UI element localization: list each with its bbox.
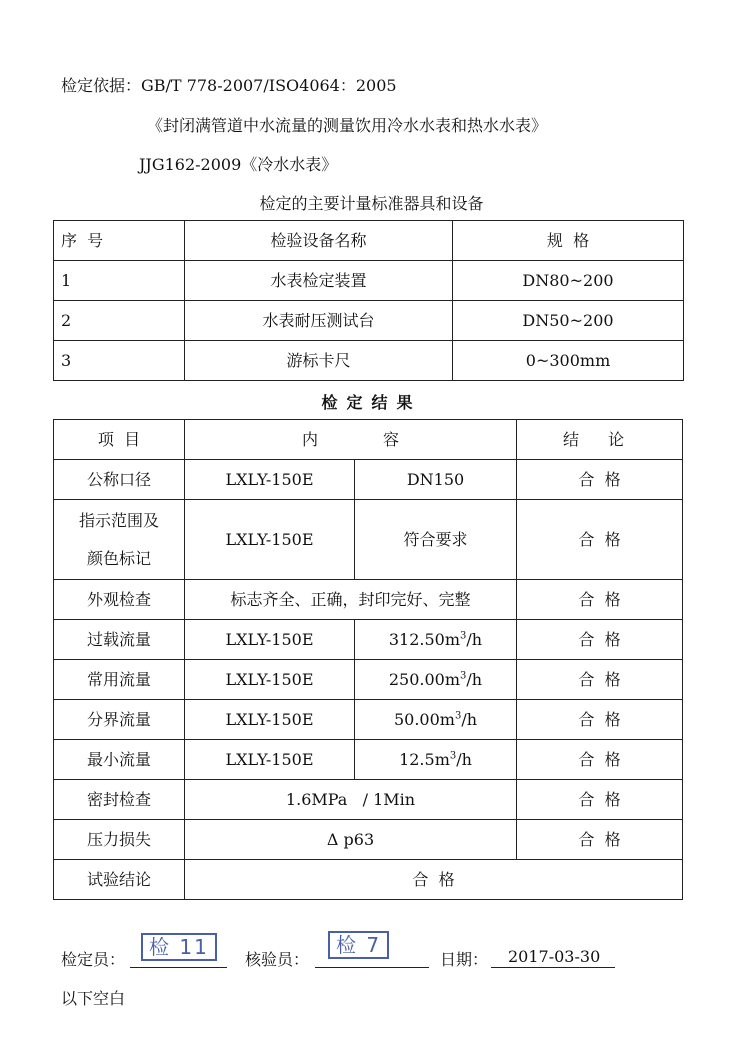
verification-basis: 检定依据：GB/T 778-2007/ISO4064：2005 (61, 76, 397, 95)
regulation-title: JJG162-2009《冷水水表》 (139, 155, 338, 174)
row-value: $312.50m^3/h$ (355, 620, 517, 660)
row-item: 最小流量 (54, 740, 185, 780)
header-equipment-name: 检验设备名称 (185, 221, 453, 261)
row-conclusion: 合 格 (517, 660, 683, 700)
row-conclusion: 合 格 (517, 580, 683, 620)
row-item: 常用流量 (54, 660, 185, 700)
row-model: LXLY-150E (185, 500, 355, 580)
row-conclusion: 合 格 (517, 820, 683, 860)
signature-row (0, 933, 743, 975)
row-conclusion: 合 格 (517, 780, 683, 820)
header-item: 项 目 (54, 420, 185, 460)
row-equipment-name: 水表耐压测试台 (185, 301, 453, 341)
row-model: LXLY-150E (185, 660, 355, 700)
row-item: 压力损失 (54, 820, 185, 860)
date-label: 日期： (440, 950, 489, 969)
row-value: DN150 (355, 460, 517, 500)
row-value: $50.00m^3/h$ (355, 700, 517, 740)
row-spec: 0~300mm (453, 341, 684, 381)
table-row (54, 301, 684, 341)
checker-label: 核验员： (245, 950, 310, 969)
inspector-label: 检定员： (61, 950, 126, 969)
table-row (54, 860, 683, 900)
table-row (54, 500, 683, 580)
blank-below-note: 以下空白 (61, 989, 126, 1008)
table-header-row (54, 221, 684, 261)
header-content: 内 容 (185, 420, 517, 460)
row-conclusion: 合 格 (517, 500, 683, 580)
row-model: LXLY-150E (185, 620, 355, 660)
header-no: 序 号 (54, 221, 185, 261)
inspector-stamp: 检 11 (141, 933, 217, 961)
results-title: 检定结果 (321, 393, 422, 412)
checker-stamp: 检 7 (328, 931, 389, 959)
row-content: 1.6MPa / 1Min (185, 780, 517, 820)
row-conclusion: 合 格 (517, 740, 683, 780)
row-final-conclusion: 合 格 (185, 860, 683, 900)
row-item: 指示范围及 颜色标记 (54, 500, 185, 580)
table-row (54, 460, 683, 500)
table-row (54, 820, 683, 860)
row-model: LXLY-150E (185, 740, 355, 780)
checker-signature-line (315, 967, 429, 968)
row-no: 1 (54, 261, 185, 301)
row-item: 试验结论 (54, 860, 185, 900)
header-spec: 规 格 (453, 221, 684, 261)
row-value: $250.00m^3/h$ (355, 660, 517, 700)
header-conclusion: 结 论 (517, 420, 683, 460)
row-equipment-name: 水表检定装置 (185, 261, 453, 301)
row-spec: DN50~200 (453, 301, 684, 341)
row-model: LXLY-150E (185, 700, 355, 740)
date-value: 2017-03-30 (508, 947, 601, 966)
table-row (54, 780, 683, 820)
standard-title: 《封闭满管道中水流量的测量饮用冷水水表和热水水表》 (147, 116, 548, 135)
date-line (491, 967, 615, 968)
table-row (54, 700, 683, 740)
row-item: 外观检查 (54, 580, 185, 620)
results-table (53, 419, 683, 900)
row-spec: DN80~200 (453, 261, 684, 301)
row-value: $12.5m^3/h$ (355, 740, 517, 780)
equipment-table-title: 检定的主要计量标准器具和设备 (259, 194, 484, 213)
row-value: 符合要求 (355, 500, 517, 580)
row-conclusion: 合 格 (517, 620, 683, 660)
row-no: 2 (54, 301, 185, 341)
row-conclusion: 合 格 (517, 700, 683, 740)
table-row (54, 580, 683, 620)
row-conclusion: 合 格 (517, 460, 683, 500)
equipment-table (53, 220, 684, 381)
row-content: Δ p63 (185, 820, 517, 860)
table-row (54, 620, 683, 660)
row-item: 密封检查 (54, 780, 185, 820)
row-no: 3 (54, 341, 185, 381)
table-row (54, 341, 684, 381)
table-row (54, 660, 683, 700)
table-row (54, 740, 683, 780)
row-equipment-name: 游标卡尺 (185, 341, 453, 381)
table-header-row (54, 420, 683, 460)
row-model: LXLY-150E (185, 460, 355, 500)
row-item: 过载流量 (54, 620, 185, 660)
inspector-signature-line (130, 967, 227, 968)
row-item: 分界流量 (54, 700, 185, 740)
row-item: 公称口径 (54, 460, 185, 500)
table-row (54, 261, 684, 301)
row-content: 标志齐全、正确，封印完好、完整 (185, 580, 517, 620)
